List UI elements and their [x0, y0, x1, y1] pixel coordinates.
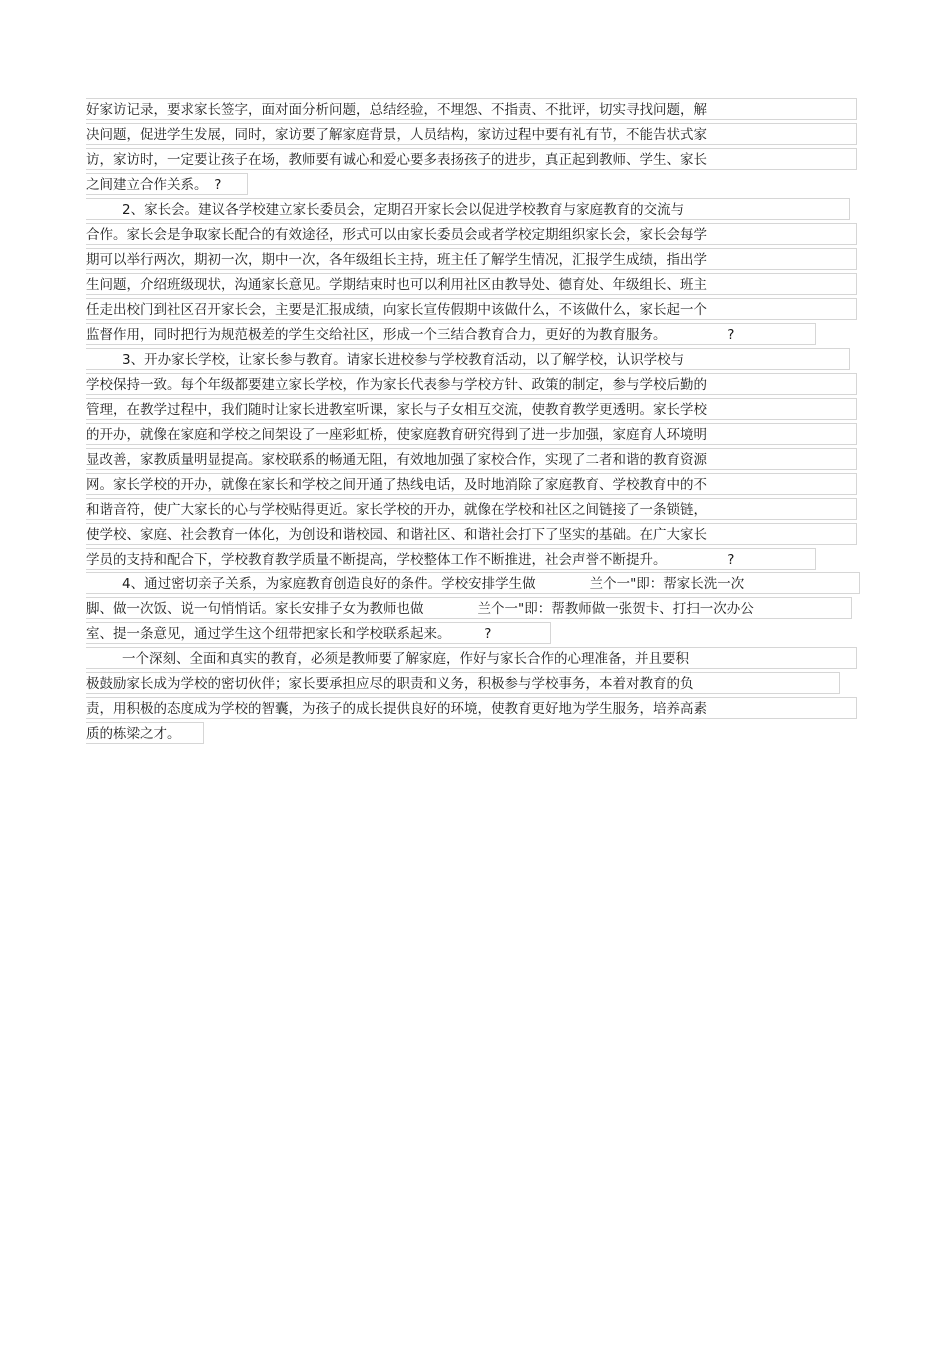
text-line: 网。家长学校的开办，就像在家长和学校之间开通了热线电话，及时地消除了家庭教育、学校教育中的不 [86, 473, 857, 495]
paragraph-5-first-line: 一个深刻、全面和真实的教育，必须是教师要了解家庭，作好与家长合作的心理准备，并且要积 [86, 647, 857, 669]
text-line: 使学校、家庭、社会教育一体化，为创设和谐校园、和谐社区、和谐社会打下了坚实的基础。在广大家长 [86, 523, 857, 545]
text-line: 好家访记录，要求家长签字，面对面分析问题，总结经验，不埋怨、不指责、不批评，切实寻找问题，解 [86, 98, 857, 120]
text-line: 期可以举行两次，期初一次，期中一次，各年级组长主持，班主任了解学生情况，汇报学生成绩，指出学 [86, 248, 857, 270]
text-line: 学员的支持和配合下，学校教育教学质量不断提高，学校整体工作不断推进，社会声誉不断提升。 ? [86, 548, 816, 570]
text-line: 和谐音符，使广大家长的心与学校贴得更近。家长学校的开办，就像在学校和社区之间链接了一条锁链， [86, 498, 857, 520]
text-line: 脚、做一次饭、说一句悄悄话。家长安排子女为教师也做 兰个一"即：帮教师做一张贺卡、打扫一次办公 [86, 597, 852, 619]
text-line: 决问题，促进学生发展，同时，家访要了解家庭背景，人员结构，家访过程中要有礼有节，不能告状式家 [86, 123, 857, 145]
text-line: 极鼓励家长成为学校的密切伙伴；家长要承担应尽的职责和义务，积极参与学校事务，本着对教育的负 [86, 672, 840, 694]
paragraph-2-first-line: 2、家长会。建议各学校建立家长委员会，定期召开家长会以促进学校教育与家庭教育的交流与 [86, 198, 850, 220]
text-line: 室、提一条意见，通过学生这个纽带把家长和学校联系起来。 ? [86, 622, 551, 644]
text-line: 访，家访时，一定要让孩子在场，教师要有诚心和爱心要多表扬孩子的进步，真正起到教师、学生、家长 [86, 148, 857, 170]
text-line: 合作。家长会是争取家长配合的有效途径，形式可以由家长委员会或者学校定期组织家长会，家长会每学 [86, 223, 857, 245]
text-line: 管理，在教学过程中，我们随时让家长进教室听课，家长与子女相互交流，使教育教学更透明。家长学校 [86, 398, 857, 420]
text-line: 质的栋梁之才。 [86, 722, 204, 744]
text-line: 显改善，家教质量明显提高。家校联系的畅通无阻，有效地加强了家校合作，实现了二者和谐的教育资源 [86, 448, 857, 470]
text-line: 的开办，就像在家庭和学校之间架设了一座彩虹桥，使家庭教育研究得到了进一步加强，家庭育人环境明 [86, 423, 857, 445]
text-line: 责，用积极的态度成为学校的智囊，为孩子的成长提供良好的环境，使教育更好地为学生服务，培养高素 [86, 697, 857, 719]
paragraph-3-first-line: 3、开办家长学校，让家长参与教育。请家长进校参与学校教育活动，以了解学校，认识学校与 [86, 348, 850, 370]
text-line: 任走出校门到社区召开家长会，主要是汇报成绩，向家长宣传假期中该做什么，不该做什么，家长起一个 [86, 298, 857, 320]
text-line: 学校保持一致。每个年级都要建立家长学校，作为家长代表参与学校方针、政策的制定，参与学校后勤的 [86, 373, 857, 395]
text-line: 之间建立合作关系。 ? [86, 173, 248, 195]
text-line: 生问题，介绍班级现状，沟通家长意见。学期结束时也可以利用社区由教导处、德育处、年级组长、班主 [86, 273, 857, 295]
paragraph-4-first-line: 4、通过密切亲子关系，为家庭教育创造良好的条件。学校安排学生做 兰个一"即：帮家长洗一次 [86, 572, 860, 594]
text-line: 监督作用，同时把行为规范极差的学生交给社区，形成一个三结合教育合力，更好的为教育服务。 ? [86, 323, 816, 345]
